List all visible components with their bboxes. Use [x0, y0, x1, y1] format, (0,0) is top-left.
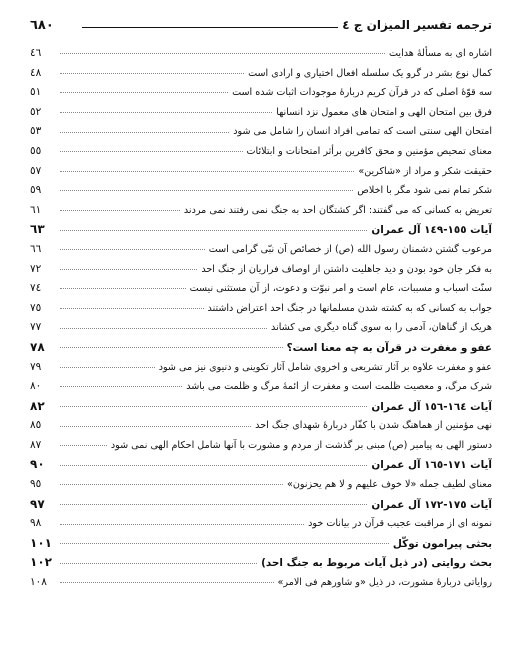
toc-section-heading: [30, 534, 492, 554]
toc-entry-title: روایاتی دربارۀ مشورت، در ذیل «و شاورهم فی الامر»: [277, 577, 492, 589]
toc-entry-page: ٥٣: [30, 125, 42, 138]
toc-entry-page: ٤٨: [30, 66, 42, 79]
toc-entry-page: ٧٧: [30, 321, 42, 334]
leader-dots: [60, 582, 274, 583]
toc-entry-title: امتحان الهی سنتی است که تمامی افراد انسان را شامل می شود: [233, 126, 492, 138]
toc-entry-page: ٨٠: [30, 380, 42, 393]
toc-section-heading: [30, 397, 492, 417]
toc-entry: [30, 475, 492, 495]
leader-dots: [60, 249, 205, 250]
toc-entry: [30, 44, 492, 64]
toc-section-heading: [30, 553, 492, 573]
toc-entry: [30, 201, 492, 221]
toc-entry: [30, 377, 492, 397]
toc-entry: [30, 181, 492, 201]
page-number: ٦٨٠: [30, 18, 58, 33]
toc-entry: [30, 122, 492, 142]
toc-entry-page: ٦٣: [30, 222, 45, 237]
toc-entry-page: ٩٧: [30, 496, 45, 511]
toc-entry-page: ٨٥: [30, 419, 42, 432]
leader-dots: [60, 563, 257, 564]
toc-entry-title: هریک از گناهان، آدمی را به سوی گناه دیگری می کشاند: [271, 322, 492, 334]
toc-entry: [30, 64, 492, 84]
toc-entry-page: ٥٩: [30, 184, 42, 197]
toc-entry: [30, 299, 492, 319]
toc-entry-page: ٥٢: [30, 105, 42, 118]
header-rule: [82, 27, 364, 28]
toc-entry-title: آیات ١٥٥-١٤٩ آل عمران: [371, 224, 492, 237]
leader-dots: [60, 132, 229, 133]
toc-entry-page: ١٠٨: [30, 576, 47, 589]
toc-entry-page: ٧٥: [30, 301, 42, 314]
toc-entry: [30, 83, 492, 103]
toc-entry-page: ٩٥: [30, 478, 42, 491]
toc-entry-title: بحثی پیرامون توکّل: [392, 537, 492, 550]
toc-entry-page: ٦١: [30, 203, 42, 216]
toc-entry-title: شرک مرگ، و معصیت ظلمت است و مغفرت از ائمۀ مرگ و ظلمت می باشد: [186, 381, 492, 393]
toc-entry: [30, 436, 492, 456]
toc-entry-page: ٩٠: [30, 457, 45, 472]
leader-dots: [60, 504, 367, 505]
toc-entry-title: آیات ١٦٤-١٥٦ آل عمران: [371, 400, 492, 413]
toc-entry-title: آیات ١٧٥-١٧٢ آل عمران: [371, 498, 492, 511]
leader-dots: [60, 328, 267, 329]
toc-entry: [30, 240, 492, 260]
leader-dots: [60, 230, 367, 231]
toc-entry-title: جواب به کسانی که به کشته شدن مسلمانها در جنگ احد اعتراض داشتند: [207, 302, 492, 314]
leader-dots: [60, 543, 389, 544]
toc-entry-page: ٩٨: [30, 517, 42, 530]
toc-entry-title: دستور الهی به پیامبر (ص) مبنی بر گذشت از مردم و مشورت با آنها شامل احکام الهی نمی شود: [110, 439, 492, 451]
table-of-contents: [30, 44, 492, 593]
toc-entry-page: ٥١: [30, 86, 42, 99]
toc-entry-title: اشاره ای به مسألۀ هدایت: [388, 48, 492, 59]
toc-section-heading: [30, 455, 492, 475]
leader-dots: [60, 386, 182, 387]
page-header: [30, 14, 492, 36]
toc-entry-title: عفو و مغفرت علاوه بر آثار تشریعی و اخروی شامل آثار تکوینی و دنیوی نیز می شود: [158, 361, 492, 373]
toc-entry-page: ٥٧: [30, 164, 42, 177]
toc-entry: [30, 142, 492, 162]
toc-entry: [30, 103, 492, 123]
leader-dots: [60, 524, 304, 525]
leader-dots: [60, 347, 283, 348]
toc-entry-page: ٧٨: [30, 339, 45, 354]
leader-dots: [60, 53, 385, 54]
leader-dots: [60, 171, 354, 172]
toc-section-heading: [30, 495, 492, 515]
toc-entry-title: بحث روایتی (در ذیل آیات مربوط به جنگ احد): [261, 557, 492, 570]
toc-entry-title: سه قوّۀ اصلی که در قرآن کریم دربارۀ موجودات اثبات شده است: [232, 87, 492, 99]
toc-entry-page: ٨٢: [30, 398, 45, 413]
toc-entry-title: حقیقت شکر و مراد از «شاکرین»: [358, 165, 492, 177]
toc-entry-title: معنای تمحیص مؤمنین و محق کافرین برأثر امتحانات و ابتلائات: [246, 145, 492, 157]
toc-entry: [30, 162, 492, 182]
book-title: ترجمه تفسیر المیزان ج ٤: [338, 18, 492, 32]
leader-dots: [60, 406, 367, 407]
toc-entry-page: ٧٩: [30, 360, 42, 373]
toc-entry-title: شکر تمام نمی شود مگر با اخلاص: [357, 185, 492, 197]
toc-entry-title: مرعوب گشتن دشمنان رسول الله (ص) از خصائص آن نبّی گرامی است: [208, 243, 492, 255]
leader-dots: [60, 308, 204, 309]
toc-section-heading: [30, 338, 492, 358]
leader-dots: [60, 269, 197, 270]
toc-entry: [30, 514, 492, 534]
toc-entry: [30, 279, 492, 299]
toc-entry-title: فرق بین امتحان الهی و امتحان های معمول نزد انسانها: [276, 106, 492, 118]
toc-entry-title: عفو و مغفرت در قرآن به چه معنا است؟: [286, 341, 492, 354]
leader-dots: [60, 445, 107, 446]
toc-entry-title: به فکر جان خود بودن و دید جاهلیت داشتن از اوصاف فراریان از جنگ احد: [201, 263, 492, 275]
leader-dots: [60, 151, 243, 152]
leader-dots: [60, 73, 244, 74]
toc-entry: [30, 358, 492, 378]
toc-entry-title: نمونه ای از مراقبت عجیب قرآن در بیانات خود: [308, 518, 492, 530]
toc-entry-title: معنای لطیف جمله «لا خوف علیهم و لا هم یحزنون»: [287, 479, 492, 491]
leader-dots: [60, 367, 155, 368]
leader-dots: [60, 465, 367, 466]
toc-entry-page: ٤٦: [30, 47, 42, 59]
toc-entry-page: ٧٤: [30, 282, 42, 295]
toc-entry-title: تعریض به کسانی که می گفتند: اگر کشتگان احد به جنگ نمی رفتند نمی مردند: [183, 204, 492, 216]
toc-entry-page: ٧٢: [30, 262, 42, 275]
toc-entry: [30, 260, 492, 280]
leader-dots: [60, 210, 180, 211]
toc-entry-page: ٥٥: [30, 144, 42, 157]
toc-entry: [30, 318, 492, 338]
toc-entry-page: ١٠٢: [30, 555, 52, 570]
toc-entry-title: آیات ١٧١-١٦٥ آل عمران: [371, 459, 492, 472]
toc-entry-page: ٦٦: [30, 242, 42, 255]
leader-dots: [60, 426, 251, 427]
leader-dots: [60, 288, 186, 289]
leader-dots: [60, 112, 272, 113]
toc-entry-title: نهی مؤمنین از هماهنگ شدن با کفّار دربارۀ شهدای جنگ احد: [255, 420, 492, 432]
toc-entry-page: ٨٧: [30, 438, 42, 451]
leader-dots: [60, 484, 283, 485]
toc-entry-page: ١٠١: [30, 535, 52, 550]
toc-entry-title: سنّت اسباب و مسببات، عام است و امر نبوّت و دعوت، از آن مستثنی نیست: [189, 283, 492, 295]
leader-dots: [60, 92, 228, 93]
toc-entry-title: کمال نوع بشر در گرو یک سلسله افعال اختیاری و ارادی است: [248, 67, 492, 79]
toc-entry: [30, 573, 492, 593]
leader-dots: [60, 190, 353, 191]
toc-entry: [30, 416, 492, 436]
toc-section-heading: [30, 220, 492, 240]
